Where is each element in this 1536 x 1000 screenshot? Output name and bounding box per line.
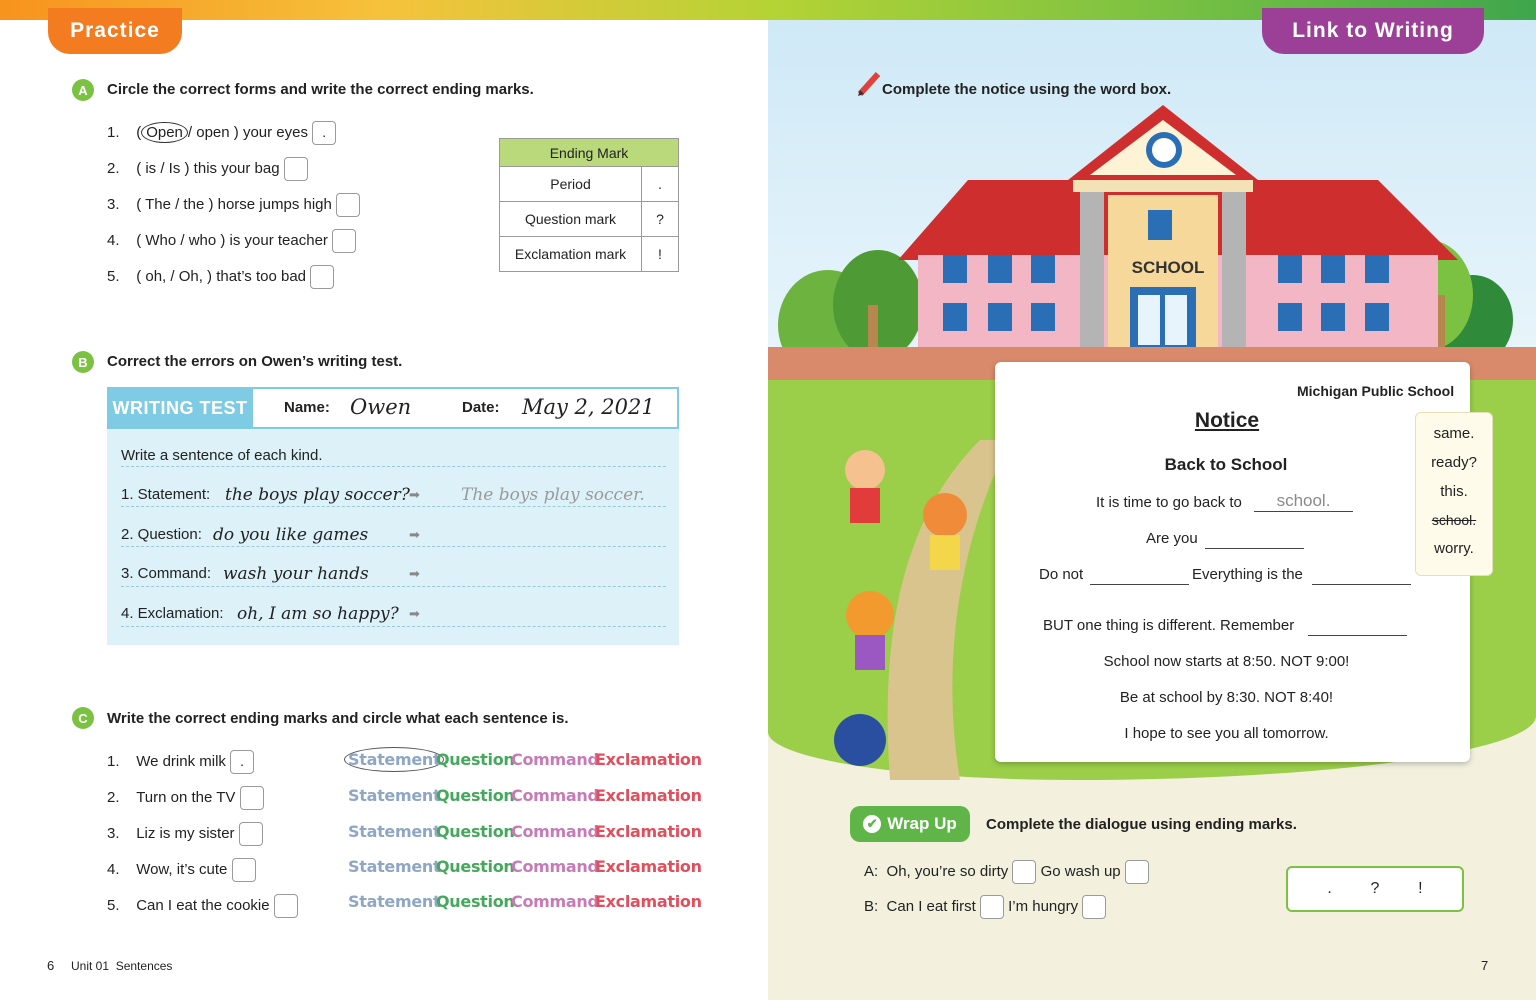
ending-mark-table [499,138,679,272]
page-number-left: 6 [47,958,55,973]
arrow-icon: ➡ [409,487,420,502]
student-answer: oh, I am so happy? [237,604,399,624]
divider [121,506,666,507]
item-c1: 1. We drink milk . [107,750,254,774]
ending-mark-box[interactable] [980,895,1004,919]
notice-line-6: Be at school by 8:30. NOT 8:40! [1119,689,1334,706]
notice-line-3b: Everything is the [1192,566,1303,583]
section-b-badge: B [72,351,94,373]
ending-mark-box[interactable] [274,894,298,918]
ending-mark-box[interactable] [232,858,256,882]
item-c2: 2. Turn on the TV [107,786,264,810]
item-a1: 1. ( Open / open ) your eyes . [107,121,336,145]
table-header: Ending Mark [500,139,679,167]
notice-line-4: BUT one thing is different. Remember [1043,617,1295,634]
option-question[interactable]: Question [436,750,515,769]
notice-title: Notice [1194,409,1260,432]
word-item: same. [1433,425,1475,442]
row-label: 3. Command: [121,565,212,582]
option-command[interactable]: Command [511,786,599,805]
arrow-icon: ➡ [409,606,420,621]
arrow-icon: ➡ [409,566,420,581]
item-a4: 4. ( Who / who ) is your teacher [107,229,356,253]
option-question[interactable]: Question [436,857,515,876]
item-c4: 4. Wow, it’s cute [107,858,256,882]
type-options-row-2 [348,786,702,806]
word-item: ready? [1431,454,1477,471]
section-c-badge: C [72,707,94,729]
type-options-row-1 [348,750,702,770]
name-value: Owen [350,395,412,419]
option-statement[interactable]: Statement [348,857,441,876]
dialogue-line-b: B: Can I eat first I’m hungry [864,895,1106,919]
option-command[interactable]: Command [511,822,599,841]
notice-line-3a: Do not [1039,566,1084,583]
circled-answer: Open [141,122,188,143]
notice-blank-2[interactable] [1205,548,1304,549]
ending-mark-box[interactable] [1082,895,1106,919]
date-label: Date: [462,399,500,416]
divider [121,546,666,547]
student-answer: do you like games [213,525,369,545]
school-illustration [768,95,1536,395]
option-exclamation[interactable]: Exclamation [595,892,702,911]
divider [121,626,666,627]
option-exclamation[interactable]: Exclamation [595,857,702,876]
ending-mark-box[interactable] [310,265,334,289]
item-a2: 2. ( is / Is ) this your bag [107,157,308,181]
option-command[interactable]: Command [511,892,599,911]
dialogue-line-a: A: Oh, you’re so dirty Go wash up [864,860,1149,884]
divider [121,466,666,467]
notice-subtitle: Back to School [1164,455,1288,474]
ending-mark-box[interactable]: . [312,121,336,145]
option-statement[interactable]: Statement [344,747,444,772]
ending-mark-box[interactable] [284,157,308,181]
ending-marks-box [1286,866,1464,912]
writing-test-label: WRITING TEST [107,387,253,429]
wrap-up-badge: ✔ Wrap Up [850,806,970,842]
table-row: Question mark ? [500,202,679,237]
writing-prompt: Write a sentence of each kind. [121,447,323,464]
option-statement[interactable]: Statement [348,786,441,805]
notice-school-name: Michigan Public School [1297,383,1455,399]
word-box [1415,412,1493,576]
arrow-icon: ➡ [409,527,420,542]
date-value: May 2, 2021 [522,395,655,419]
option-question[interactable]: Question [436,822,515,841]
ending-mark-box[interactable] [240,786,264,810]
student-answer: the boys play soccer? [225,485,410,505]
ending-mark-box[interactable] [239,822,263,846]
notice-line-2: Are you [1146,530,1198,547]
word-item: worry. [1434,540,1474,557]
option-statement[interactable]: Statement [348,822,441,841]
row-label: 4. Exclamation: [121,605,224,622]
check-icon: ✔ [863,815,881,833]
type-options-row-4 [348,857,702,877]
link-to-writing-tab: Link to Writing [1262,8,1484,54]
divider [121,586,666,587]
section-a-instruction: Circle the correct forms and write the correct ending marks. [107,81,534,98]
table-row: Exclamation mark ! [500,237,679,272]
wrap-up-instruction: Complete the dialogue using ending marks. [986,816,1297,833]
item-a5: 5. ( oh, / Oh, ) that’s too bad [107,265,334,289]
notice-line-1: It is time to go back to [1096,494,1242,511]
school-sign: SCHOOL [1131,258,1205,277]
question-mark: ? [1370,880,1380,897]
ending-mark-box[interactable] [1012,860,1036,884]
option-question[interactable]: Question [436,786,515,805]
type-options-row-3 [348,822,702,842]
ending-mark-box[interactable] [1125,860,1149,884]
table-row: Period . [500,167,679,202]
correction-answer[interactable]: The boys play soccer. [461,485,645,505]
word-item: this. [1440,483,1468,500]
option-exclamation[interactable]: Exclamation [595,786,702,805]
word-item-used: school. [1431,512,1477,528]
option-statement[interactable]: Statement [348,892,441,911]
notice-blank-4[interactable] [1312,584,1411,585]
notice-line-7: I hope to see you all tomorrow. [1124,725,1329,742]
type-options-row-5 [348,892,702,912]
footer-unit: Unit 01 Sentences [71,959,173,973]
right-instruction: Complete the notice using the word box. [882,81,1172,98]
path-and-children-illustration [820,440,1020,780]
section-a-badge: A [72,79,94,101]
item-c5: 5. Can I eat the cookie [107,894,298,918]
option-question[interactable]: Question [436,892,515,911]
notice-blank-5[interactable] [1308,635,1407,636]
notice-blank-1[interactable]: school. [1254,491,1353,512]
option-command[interactable]: Command [511,857,599,876]
ending-mark-box[interactable] [336,193,360,217]
option-exclamation[interactable]: Exclamation [595,750,702,769]
ending-mark-box[interactable] [332,229,356,253]
ending-mark-box[interactable]: . [230,750,254,774]
practice-tab: Practice [48,8,182,54]
notice-blank-3[interactable] [1090,584,1189,585]
student-answer: wash your hands [223,564,369,584]
row-label: 2. Question: [121,526,202,543]
item-a3: 3. ( The / the ) horse jumps high [107,193,360,217]
option-command[interactable]: Command [511,750,599,769]
option-exclamation[interactable]: Exclamation [595,822,702,841]
name-label: Name: [284,399,330,416]
exclamation-mark: ! [1418,880,1423,897]
period-mark: . [1327,880,1332,897]
notice-line-5: School now starts at 8:50. NOT 9:00! [1103,653,1350,670]
item-c3: 3. Liz is my sister [107,822,263,846]
section-c-instruction: Write the correct ending marks and circle what each sentence is. [107,710,569,727]
row-label: 1. Statement: [121,486,211,503]
section-b-instruction: Correct the errors on Owen’s writing test. [107,353,403,370]
pencil-icon [856,70,882,96]
page-number-right: 7 [1481,958,1489,973]
